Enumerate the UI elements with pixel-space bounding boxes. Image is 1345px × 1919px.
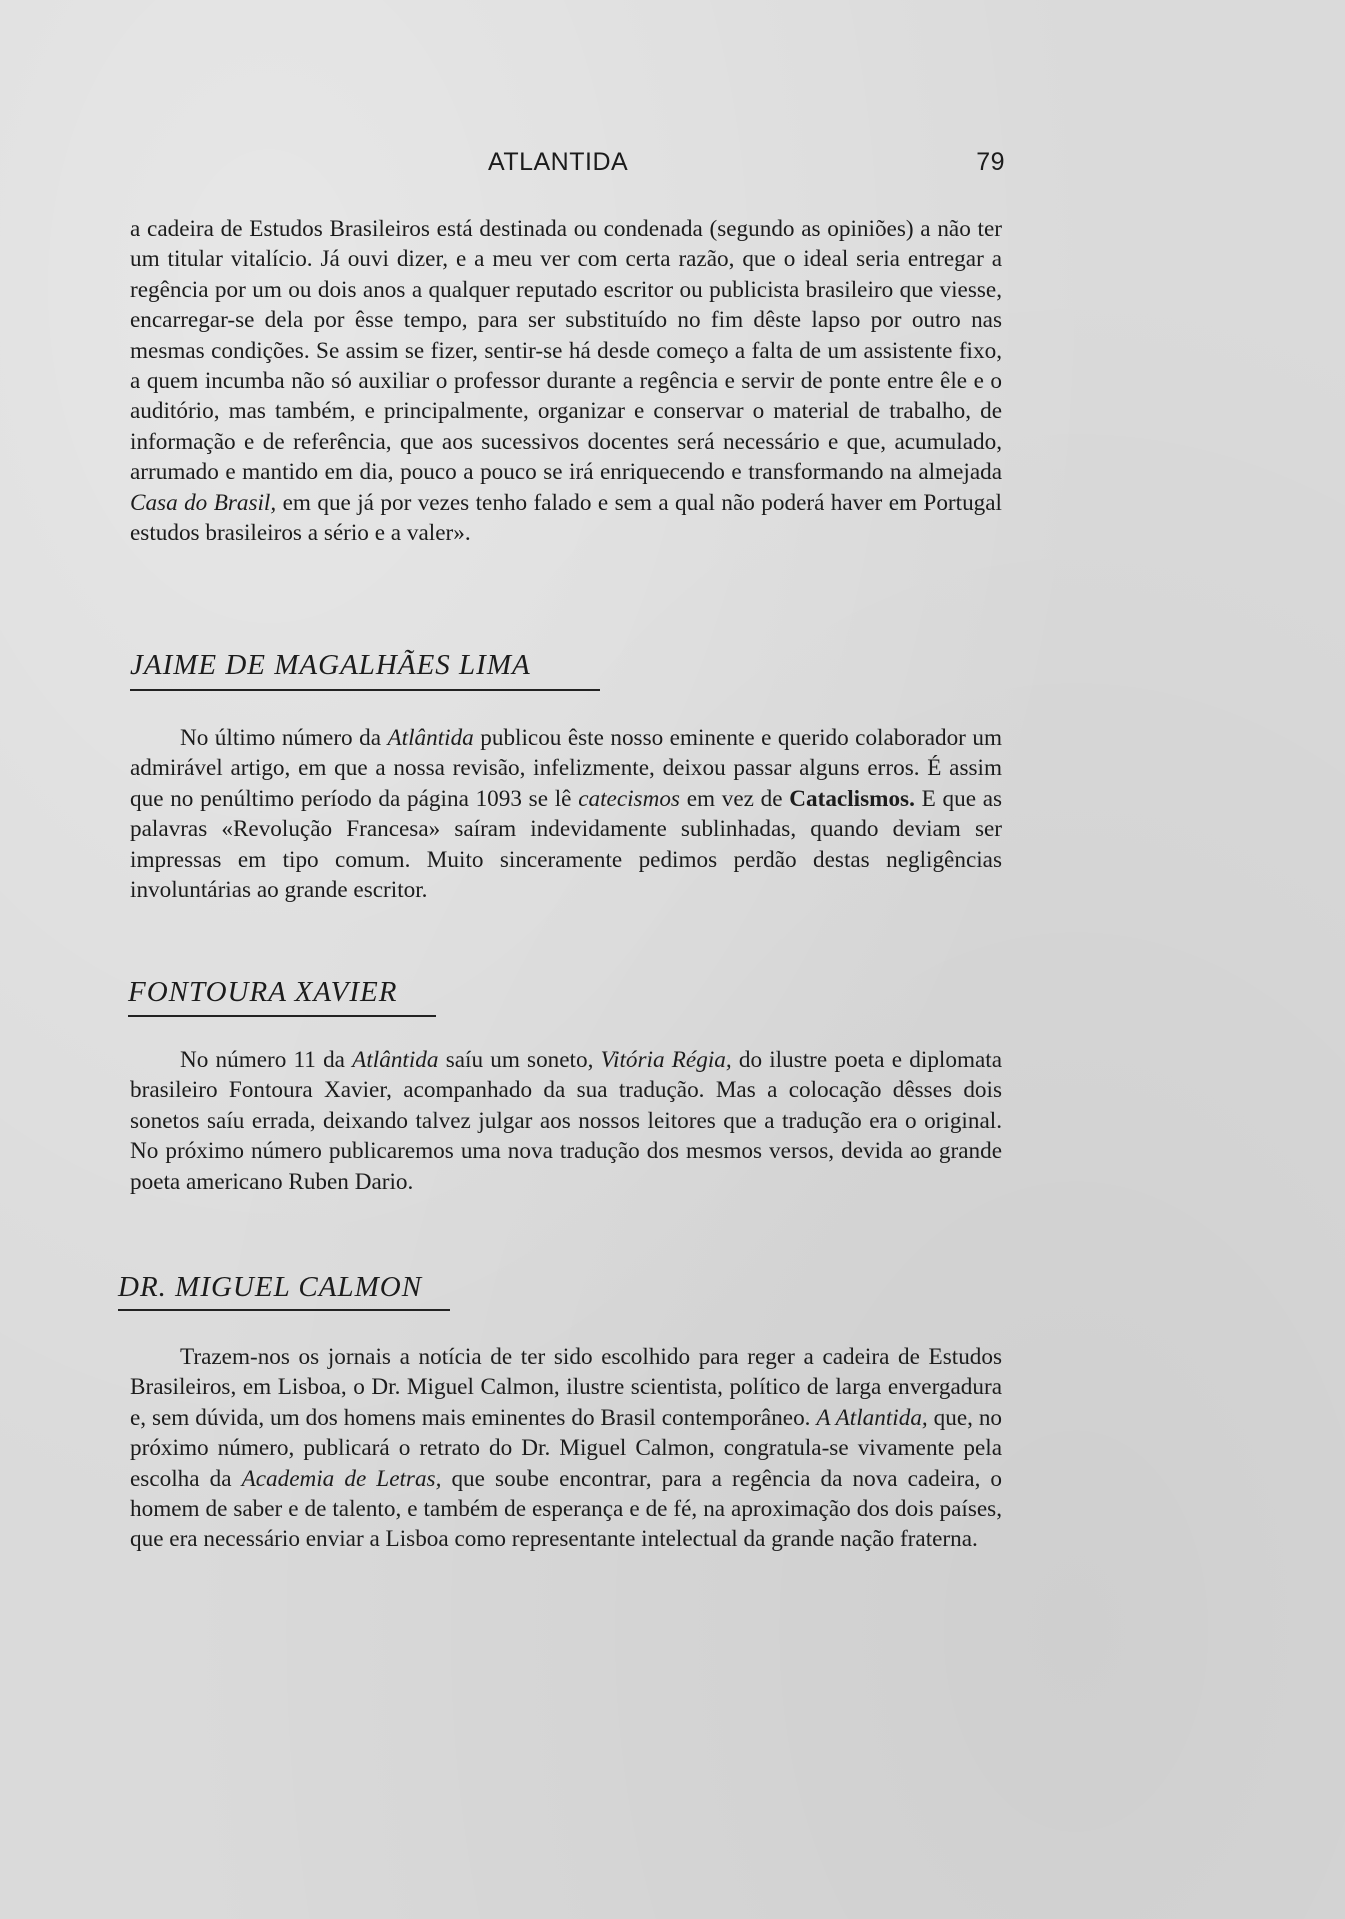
- s3-t1: Trazem-nos os jornais a notícia de ter sido escolhido para reger a cadeira de Estudos Brasileiros, em Lisboa, o Dr. Miguel Calmon, ilustre scientista, político de larga envergadura e, sem dúvida, um dos homens mais eminentes do Brasil contemporâneo.: [130, 1344, 1002, 1431]
- intro-paragraph: [130, 214, 1002, 548]
- section-1-paragraph: [130, 723, 1002, 905]
- intro-text: [130, 214, 1002, 548]
- s1-t3: em vez de: [686, 785, 783, 812]
- section-1-text: [130, 723, 1002, 905]
- heading-underline: [130, 689, 600, 691]
- s2-t1: No número 11 da: [180, 1047, 345, 1073]
- s1-b1: Cataclismos.: [789, 785, 915, 812]
- s2-t3: do ilustre poeta e diplomata brasileiro Fontoura Xavier, acompanhado da sua tradução. Mas a colocação dêsses dois sonetos saíu errada, deixando talvez julgar aos nossos leitores que a tradução era o original. No próximo número publicaremos uma nova tradução dos mesmos versos, devida ao grande poeta americano Ruben Dario.: [130, 1047, 1003, 1195]
- s3-i2: Academia de Letras,: [241, 1465, 442, 1492]
- section-heading-magalhaes: JAIME DE MAGALHÃES LIMA: [130, 649, 531, 681]
- heading-underline: [128, 1015, 436, 1017]
- s1-t1: No último número da: [180, 725, 381, 751]
- s1-t2: publicou êste nosso eminente e querido colaborador um admirável artigo, em que a nossa revisão, infelizmente, deixou passar alguns erros. É assim que no penúltimo período da página 1093 se lê: [130, 725, 1002, 812]
- s2-i2: Vitória Régia,: [600, 1047, 732, 1073]
- intro-end: em que já por vezes tenho falado e sem a qual não poderá haver em Portugal estudos brasileiros a sério e a valer».: [130, 489, 1003, 547]
- section-heading-fontoura: FONTOURA XAVIER: [128, 976, 398, 1008]
- section-2-text: [130, 1045, 1002, 1197]
- running-title: ATLANTIDA: [488, 148, 629, 176]
- s3-t3: que soube encontrar, para a regência da nova cadeira, o homem de saber e de talento, e também de esperança e de fé, na aproximação dos dois países, que era necessário enviar a Lisboa como representante intelectual da grande nação fraterna.: [130, 1465, 1003, 1553]
- intro-body: a cadeira de Estudos Brasileiros está destinada ou condenada (segundo as opiniões) a não ter um titular vitalício. Já ouvi dizer, e a meu ver com certa razão, que o ideal seria entregar a regência por um ou dois anos a qualquer reputado escritor ou publicista brasileiro que viesse, encarregar-se dela por êsse tempo, para ser substituído no fim dêste lapso por outro nas mesmas condições. Se assim se fizer, sentir-se há desde começo a falta de um assistente fixo, a quem incumba não só auxiliar o professor durante a regência e servir de ponte entre êle e o auditório, mas também, e principalmente, organizar e conservar o material de trabalho, de informação e de referência, que aos sucessivos docentes será necessário e que, acumulado, arrumado e mantido em dia, pouco a pouco se irá enriquecendo e transformando na almejada: [130, 216, 1002, 486]
- s2-t2: saíu um soneto,: [445, 1047, 594, 1073]
- section-3-text: [130, 1342, 1002, 1555]
- intro-italic: Casa do Brasil,: [130, 489, 277, 516]
- heading-underline: [118, 1309, 450, 1311]
- section-heading-calmon: DR. MIGUEL CALMON: [118, 1271, 423, 1303]
- page-number: 79: [976, 148, 1005, 176]
- page-header: [130, 148, 1005, 182]
- s3-i1: A Atlantida,: [816, 1404, 928, 1431]
- s1-t4: E que as palavras «Revolução Francesa» saíram indevidamente sublinhadas, quando deviam ser impressas em tipo comum. Muito sinceramente pedimos perdão destas negligências involuntárias ao grande escritor.: [130, 785, 1003, 904]
- s2-i1: Atlântida: [352, 1047, 439, 1073]
- s1-i1: Atlântida: [387, 725, 474, 751]
- section-3-paragraph: [130, 1342, 1002, 1555]
- s1-i2: catecismos: [578, 785, 680, 812]
- s3-t2: que, no próximo número, publicará o retrato do Dr. Miguel Calmon, congratula-se vivamente pela escolha da: [130, 1404, 1003, 1492]
- section-2-paragraph: [130, 1045, 1002, 1197]
